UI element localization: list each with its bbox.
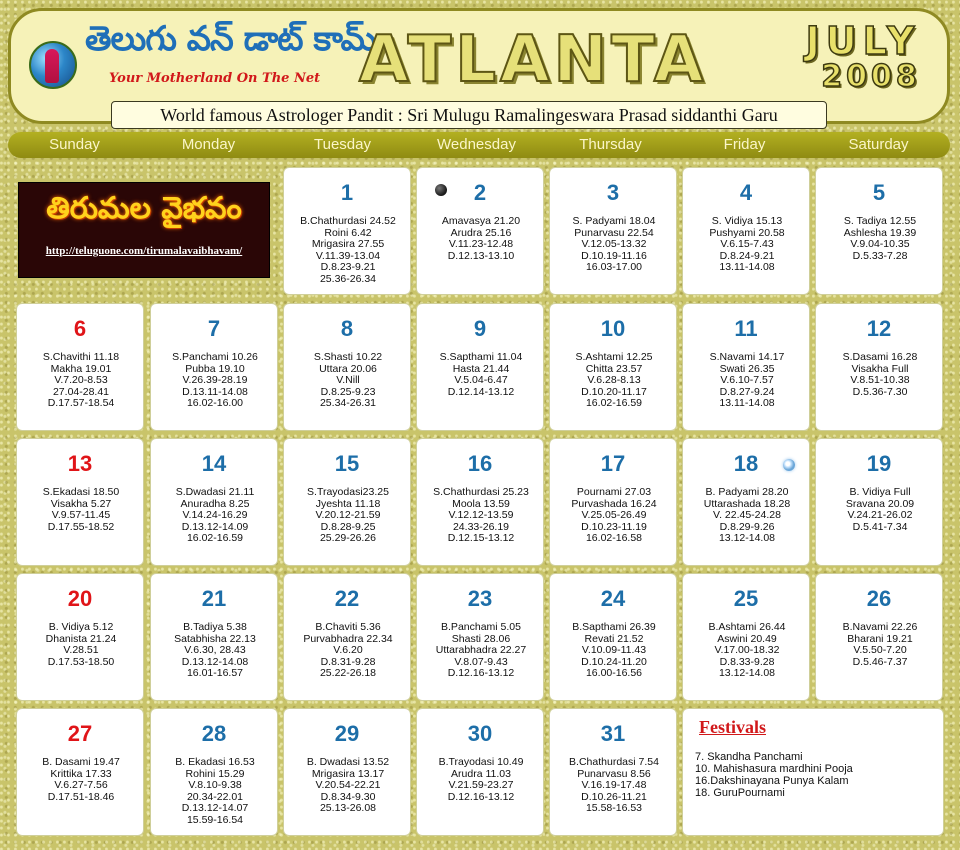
day-detail-line: Punarvasu 8.56 bbox=[577, 767, 651, 780]
day-detail-line: V.24.21-26.02 bbox=[847, 509, 913, 522]
day-detail-line: B. Vidiya 5.12 bbox=[48, 621, 114, 633]
day-detail-line: Moola 13.59 bbox=[452, 497, 510, 510]
day-details bbox=[552, 622, 676, 680]
day-details bbox=[818, 622, 942, 668]
day-detail-line: D.10.20-11.17 bbox=[581, 385, 647, 398]
day-detail-line: D.10.23-11.19 bbox=[581, 520, 647, 533]
day-detail-line: Mrigasira 27.55 bbox=[311, 238, 385, 251]
day-details bbox=[552, 757, 676, 815]
festival-item: 7. Skandha Panchami bbox=[695, 751, 803, 763]
day-detail-line: V.20.12-21.59 bbox=[315, 509, 381, 522]
day-detail-line: 16.00-16.56 bbox=[585, 667, 643, 680]
day-detail-line: 25.13-26.08 bbox=[319, 802, 377, 815]
day-detail-line: Pournami 27.03 bbox=[576, 486, 652, 498]
day-number: 15 bbox=[334, 451, 360, 476]
day-detail-line: V.6.20 bbox=[333, 644, 363, 657]
day-detail-line: Chitta 23.57 bbox=[585, 362, 643, 375]
day-detail-line: S. Vidiya 15.13 bbox=[711, 215, 783, 227]
day-detail-line: V.10.09-11.43 bbox=[581, 644, 647, 657]
day-detail-line: V.6.10-7.57 bbox=[720, 374, 774, 387]
day-number: 21 bbox=[201, 586, 227, 611]
day-number: 16 bbox=[467, 451, 493, 476]
day-detail-line: D.12.14-13.12 bbox=[447, 385, 515, 398]
day-detail-line: S.Shasti 10.22 bbox=[313, 351, 383, 363]
day-detail-line: D.8.29-9.26 bbox=[719, 520, 775, 533]
day-details bbox=[419, 622, 543, 680]
day-detail-line: 25.34-26.31 bbox=[319, 397, 377, 410]
header bbox=[8, 8, 950, 124]
day-cell bbox=[416, 573, 544, 701]
day-detail-line: Purvabhadra 22.34 bbox=[303, 632, 393, 645]
day-cell bbox=[416, 438, 544, 566]
day-detail-line: Satabhisha 22.13 bbox=[174, 632, 256, 645]
day-details bbox=[685, 487, 809, 545]
day-cell bbox=[283, 708, 411, 836]
day-detail-line: V.16.19-17.48 bbox=[581, 779, 647, 792]
day-detail-line: D.8.31-9.28 bbox=[320, 655, 376, 668]
day-detail-line: B.Tadiya 5.38 bbox=[183, 621, 247, 633]
day-details bbox=[286, 487, 410, 545]
day-number: 20 bbox=[67, 586, 93, 611]
day-detail-line: Shasti 28.06 bbox=[451, 632, 511, 645]
day-detail-line: Anuradha 8.25 bbox=[180, 497, 250, 510]
day-detail-line: D.13.11-14.08 bbox=[182, 385, 248, 398]
day-detail-line: 16.03-17.00 bbox=[585, 261, 643, 274]
day-cell bbox=[682, 438, 810, 566]
day-cell bbox=[815, 303, 943, 431]
day-detail-line: D.10.19-11.16 bbox=[581, 249, 647, 262]
day-number: 26 bbox=[866, 586, 892, 611]
day-cell bbox=[416, 303, 544, 431]
day-cell bbox=[150, 573, 278, 701]
day-detail-line: S.Dwadasi 21.11 bbox=[175, 486, 255, 498]
day-cell bbox=[16, 303, 144, 431]
day-detail-line: D.8.28-9.25 bbox=[320, 520, 376, 533]
day-detail-line: Sravana 20.09 bbox=[845, 497, 915, 510]
day-detail-line: D.12.16-13.12 bbox=[447, 667, 515, 680]
day-detail-line: Amavasya 21.20 bbox=[441, 215, 521, 227]
day-detail-line: S.Ekadasi 18.50 bbox=[42, 486, 120, 498]
day-detail-line: V.6.28-8.13 bbox=[587, 374, 641, 387]
day-number: 3 bbox=[606, 180, 620, 205]
day-detail-line: B.Panchami 5.05 bbox=[441, 621, 521, 633]
day-detail-line: V.6.27-7.56 bbox=[54, 779, 108, 792]
weekday-sunday: Sunday bbox=[49, 136, 100, 153]
day-detail-line: D.8.33-9.28 bbox=[719, 655, 775, 668]
logo-telugu-text: తెలుగు వన్ డాట్ కామ్ bbox=[85, 19, 376, 59]
day-detail-line: S.Panchami 10.26 bbox=[172, 351, 258, 363]
day-details bbox=[685, 622, 809, 680]
day-cell bbox=[150, 438, 278, 566]
day-detail-line: 16.02-16.58 bbox=[585, 532, 643, 545]
day-details bbox=[286, 352, 410, 410]
day-detail-line: V. 22.45-24.28 bbox=[713, 509, 781, 522]
day-detail-line: B.Navami 22.26 bbox=[842, 621, 918, 633]
promo-title: తిరుమల వైభవం bbox=[46, 191, 242, 226]
month-title: JULY bbox=[805, 19, 921, 63]
day-detail-line: 20.34-22.01 bbox=[186, 790, 244, 803]
day-detail-line: V.8.51-10.38 bbox=[850, 374, 910, 387]
day-number: 11 bbox=[734, 316, 758, 341]
promo-link[interactable]: http://teluguone.com/tirumalavaibhavam/ bbox=[45, 245, 243, 257]
day-details bbox=[685, 216, 809, 274]
day-detail-line: Visakha 5.27 bbox=[50, 497, 112, 510]
day-detail-line: V.5.04-6.47 bbox=[454, 374, 508, 387]
day-cell bbox=[416, 708, 544, 836]
day-details bbox=[552, 352, 676, 410]
day-detail-line: Ashlesha 19.39 bbox=[843, 226, 917, 239]
day-detail-line: D.12.15-13.12 bbox=[447, 532, 515, 545]
day-detail-line: V.11.39-13.04 bbox=[315, 249, 381, 262]
day-number: 23 bbox=[467, 586, 493, 611]
day-detail-line: Swati 26.35 bbox=[719, 362, 775, 375]
day-detail-line: Hasta 21.44 bbox=[452, 362, 510, 375]
day-cell bbox=[815, 573, 943, 701]
day-cell bbox=[150, 303, 278, 431]
weekday-thursday: Thursday bbox=[579, 136, 642, 153]
weekday-header-bar bbox=[8, 132, 950, 158]
day-detail-line: D.8.23-9.21 bbox=[320, 261, 376, 274]
day-detail-line: D.10.26-11.21 bbox=[581, 790, 647, 803]
day-detail-line: 27.04-28.41 bbox=[52, 385, 110, 398]
day-details bbox=[419, 487, 543, 545]
day-cell bbox=[815, 167, 943, 295]
day-number: 5 bbox=[872, 180, 886, 205]
day-detail-line: B. Dasami 19.47 bbox=[42, 756, 120, 768]
day-detail-line: V.5.50-7.20 bbox=[853, 644, 907, 657]
day-details bbox=[818, 216, 942, 262]
day-detail-line: D.5.46-7.37 bbox=[852, 655, 908, 668]
day-details bbox=[19, 487, 143, 533]
day-cell bbox=[549, 167, 677, 295]
day-details bbox=[818, 487, 942, 533]
day-detail-line: 16.02-16.59 bbox=[585, 397, 643, 410]
day-cell bbox=[549, 573, 677, 701]
day-detail-line: Mrigasira 13.17 bbox=[311, 767, 385, 780]
day-detail-line: S.Trayodasi23.25 bbox=[307, 486, 389, 498]
year-title: 2008 bbox=[821, 59, 921, 94]
day-details bbox=[153, 622, 277, 680]
day-detail-line: Rohini 15.29 bbox=[185, 767, 245, 780]
city-title: ATLANTA bbox=[359, 23, 708, 97]
day-number: 10 bbox=[600, 316, 626, 341]
day-number: 6 bbox=[73, 316, 87, 341]
logo-tagline: Your Motherland On The Net bbox=[109, 71, 321, 86]
day-detail-line: V.26.39-28.19 bbox=[182, 374, 248, 387]
day-detail-line: 13.12-14.08 bbox=[718, 532, 776, 545]
day-detail-line: V.25.05-26.49 bbox=[581, 509, 647, 522]
day-detail-line: D.13.12-14.09 bbox=[181, 520, 249, 533]
festivals-list bbox=[695, 751, 945, 799]
day-detail-line: Punarvasu 22.54 bbox=[574, 226, 654, 239]
day-detail-line: 15.58-16.53 bbox=[585, 802, 643, 815]
day-cell bbox=[682, 303, 810, 431]
day-detail-line: V.9.04-10.35 bbox=[850, 238, 910, 251]
day-details bbox=[286, 622, 410, 680]
day-detail-line: D.5.41-7.34 bbox=[852, 520, 908, 533]
day-detail-line: V.20.54-22.21 bbox=[315, 779, 381, 792]
day-number: 17 bbox=[600, 451, 626, 476]
day-number: 13 bbox=[67, 451, 93, 476]
day-detail-line: D.12.16-13.12 bbox=[447, 790, 515, 803]
day-detail-line: 25.36-26.34 bbox=[319, 272, 377, 285]
tirumala-vaibhavam-banner[interactable] bbox=[18, 182, 270, 278]
day-detail-line: S.Chathurdasi 25.23 bbox=[433, 486, 529, 498]
day-details bbox=[153, 757, 277, 827]
day-detail-line: V.6.30, 28.43 bbox=[184, 644, 246, 657]
day-detail-line: D.17.57-18.54 bbox=[47, 397, 115, 410]
day-cell bbox=[815, 438, 943, 566]
day-number: 22 bbox=[334, 586, 360, 611]
day-detail-line: B. Padyami 28.20 bbox=[705, 486, 789, 498]
day-detail-line: B.Ashtami 26.44 bbox=[708, 621, 786, 633]
day-detail-line: B.Trayodasi 10.49 bbox=[438, 756, 524, 768]
day-number: 7 bbox=[207, 316, 221, 341]
day-detail-line: V.14.24-16.29 bbox=[182, 509, 248, 522]
day-detail-line: Uttara 20.06 bbox=[319, 362, 377, 375]
day-detail-line: Uttarashada 18.28 bbox=[703, 497, 791, 510]
day-details bbox=[552, 487, 676, 545]
day-details bbox=[685, 352, 809, 410]
day-detail-line: V.7.20-8.53 bbox=[54, 374, 108, 387]
day-number: 8 bbox=[340, 316, 354, 341]
day-detail-line: V.17.00-18.32 bbox=[714, 644, 780, 657]
festivals-title: Festivals bbox=[699, 717, 766, 737]
day-detail-line: 13.12-14.08 bbox=[718, 667, 776, 680]
day-number: 12 bbox=[866, 316, 892, 341]
day-detail-line: V.12.05-13.32 bbox=[581, 238, 647, 251]
day-details bbox=[19, 757, 143, 803]
day-detail-line: D.8.24-9.21 bbox=[719, 249, 775, 262]
festival-item: 10. Mahishasura mardhini Pooja bbox=[695, 763, 853, 775]
day-number: 18 bbox=[733, 451, 759, 476]
day-number: 4 bbox=[739, 180, 753, 205]
day-detail-line: V.8.10-9.38 bbox=[188, 779, 242, 792]
festival-item: 16.Dakshinayana Punya Kalam bbox=[695, 775, 849, 787]
day-details bbox=[286, 757, 410, 815]
day-cell bbox=[549, 708, 677, 836]
day-number: 24 bbox=[600, 586, 626, 611]
festival-item: 18. GuruPournami bbox=[695, 787, 785, 799]
day-detail-line: 16.02-16.59 bbox=[186, 532, 244, 545]
day-detail-line: B. Dwadasi 13.52 bbox=[306, 756, 390, 768]
light-bullet-icon bbox=[783, 459, 795, 471]
day-cell bbox=[283, 167, 411, 295]
day-detail-line: D.13.12-14.07 bbox=[181, 802, 249, 815]
day-cell bbox=[16, 573, 144, 701]
day-detail-line: D.17.51-18.46 bbox=[47, 790, 115, 803]
day-number: 30 bbox=[467, 721, 493, 746]
day-detail-line: Roini 6.42 bbox=[324, 226, 372, 239]
day-detail-line: S.Sapthami 11.04 bbox=[439, 351, 523, 363]
day-number: 9 bbox=[473, 316, 487, 341]
day-detail-line: 16.01-16.57 bbox=[186, 667, 244, 680]
weekday-saturday: Saturday bbox=[848, 136, 909, 153]
teluguone-logo[interactable] bbox=[21, 19, 376, 93]
day-details bbox=[19, 622, 143, 668]
day-detail-line: B. Ekadasi 16.53 bbox=[175, 756, 255, 768]
day-detail-line: 25.29-26.26 bbox=[319, 532, 377, 545]
day-detail-line: 15.59-16.54 bbox=[186, 813, 244, 826]
day-detail-line: S.Ashtami 12.25 bbox=[575, 351, 653, 363]
day-detail-line: S.Navami 14.17 bbox=[709, 351, 785, 363]
day-detail-line: V.Nill bbox=[336, 374, 360, 387]
day-detail-line: Aswini 20.49 bbox=[717, 632, 777, 645]
day-detail-line: Arudra 25.16 bbox=[450, 226, 512, 239]
day-detail-line: V.28.51 bbox=[63, 644, 99, 657]
weekday-monday: Monday bbox=[181, 136, 236, 153]
day-detail-line: 16.02-16.00 bbox=[186, 397, 244, 410]
festivals-box bbox=[682, 708, 944, 836]
day-cell bbox=[549, 438, 677, 566]
day-details bbox=[818, 352, 942, 398]
day-number: 28 bbox=[201, 721, 227, 746]
day-detail-line: D.17.55-18.52 bbox=[47, 520, 115, 533]
day-detail-line: V.12.12-13.59 bbox=[448, 509, 514, 522]
day-detail-line: S. Padyami 18.04 bbox=[572, 215, 656, 227]
day-detail-line: Uttarabhadra 22.27 bbox=[435, 644, 527, 657]
day-detail-line: Pubba 19.10 bbox=[185, 362, 245, 375]
day-detail-line: Arudra 11.03 bbox=[451, 767, 511, 780]
day-number: 14 bbox=[201, 451, 227, 476]
day-details bbox=[153, 352, 277, 410]
day-detail-line: Dhanista 21.24 bbox=[45, 632, 117, 645]
weekday-friday: Friday bbox=[723, 136, 766, 153]
day-detail-line: Makha 19.01 bbox=[50, 362, 112, 375]
day-number: 31 bbox=[600, 721, 626, 746]
day-detail-line: V.11.23-12.48 bbox=[448, 238, 514, 251]
day-number: 27 bbox=[67, 721, 93, 746]
day-detail-line: V.6.15-7.43 bbox=[720, 238, 774, 251]
dark-bullet-icon bbox=[435, 184, 447, 196]
day-details bbox=[419, 757, 543, 803]
day-cell bbox=[283, 303, 411, 431]
day-number: 25 bbox=[733, 586, 759, 611]
day-detail-line: B.Chaviti 5.36 bbox=[315, 621, 381, 633]
astrologer-banner: World famous Astrologer Pandit : Sri Mulugu Ramalingeswara Prasad siddanthi Garu bbox=[111, 101, 827, 129]
day-detail-line: B. Vidiya Full bbox=[849, 486, 911, 498]
day-detail-line: D.13.12-14.08 bbox=[181, 655, 249, 668]
day-details bbox=[286, 216, 410, 286]
day-detail-line: Pushyami 20.58 bbox=[709, 226, 785, 239]
day-detail-line: Purvashada 16.24 bbox=[571, 497, 657, 510]
day-detail-line: B.Chathurdasi 7.54 bbox=[569, 756, 659, 768]
day-detail-line: D.17.53-18.50 bbox=[47, 655, 115, 668]
day-detail-line: V.21.59-23.27 bbox=[448, 779, 514, 792]
day-cell bbox=[283, 573, 411, 701]
day-number: 1 bbox=[340, 180, 354, 205]
day-detail-line: S.Chavithi 11.18 bbox=[42, 351, 120, 363]
day-detail-line: Bharani 19.21 bbox=[847, 632, 913, 645]
day-detail-line: 25.22-26.18 bbox=[319, 667, 377, 680]
day-detail-line: 24.33-26.19 bbox=[452, 520, 510, 533]
day-cell bbox=[682, 167, 810, 295]
day-detail-line: S.Dasami 16.28 bbox=[842, 351, 918, 363]
day-number: 29 bbox=[334, 721, 360, 746]
day-details bbox=[153, 487, 277, 545]
day-number: 19 bbox=[866, 451, 892, 476]
weekday-wednesday: Wednesday bbox=[437, 136, 516, 153]
day-detail-line: D.5.36-7.30 bbox=[852, 385, 908, 398]
day-detail-line: 13.11-14.08 bbox=[719, 397, 775, 410]
day-detail-line: D.8.34-9.30 bbox=[320, 790, 376, 803]
day-detail-line: V.9.57-11.45 bbox=[51, 509, 111, 522]
day-cell bbox=[150, 708, 278, 836]
day-detail-line: D.10.24-11.20 bbox=[581, 655, 647, 668]
day-detail-line: Krittika 17.33 bbox=[50, 767, 112, 780]
day-details bbox=[19, 352, 143, 410]
day-detail-line: D.8.25-9.23 bbox=[320, 385, 376, 398]
day-details bbox=[419, 216, 543, 262]
day-detail-line: Revati 21.52 bbox=[584, 632, 644, 645]
day-cell bbox=[283, 438, 411, 566]
day-detail-line: D.5.33-7.28 bbox=[852, 249, 908, 262]
dancer-icon bbox=[45, 49, 59, 83]
weekday-tuesday: Tuesday bbox=[314, 136, 371, 153]
day-detail-line: S. Tadiya 12.55 bbox=[843, 215, 917, 227]
day-detail-line: V.8.07-9.43 bbox=[454, 655, 508, 668]
day-number: 2 bbox=[473, 180, 487, 205]
day-cell bbox=[549, 303, 677, 431]
day-details bbox=[552, 216, 676, 274]
day-detail-line: 13.11-14.08 bbox=[719, 261, 775, 274]
day-detail-line: D.8.27-9.24 bbox=[719, 385, 775, 398]
day-details bbox=[419, 352, 543, 398]
day-detail-line: B.Sapthami 26.39 bbox=[572, 621, 656, 633]
day-detail-line: D.12.13-13.10 bbox=[447, 249, 515, 262]
day-detail-line: Visakha Full bbox=[851, 362, 909, 375]
day-cell bbox=[16, 708, 144, 836]
day-detail-line: B.Chathurdasi 24.52 bbox=[300, 215, 396, 227]
day-cell bbox=[16, 438, 144, 566]
day-cell bbox=[682, 573, 810, 701]
day-detail-line: Jyeshta 11.18 bbox=[315, 497, 381, 510]
